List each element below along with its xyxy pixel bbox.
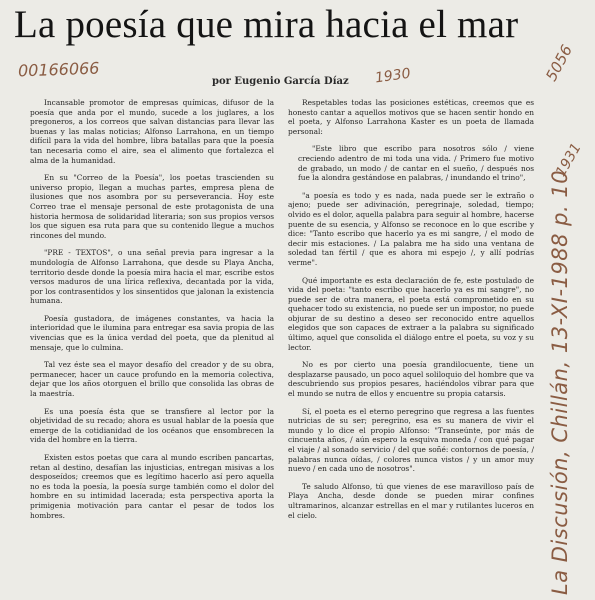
paragraph: Respetables todas las posiciones estéticas, creemos que es honesto cantar a aquellos motivos que se hacen sentir hondo en el poeta, y Alfonso Larrahona Kaster es un poeta de llamada personal: xyxy=(288,98,534,136)
paragraph: Existen estos poetas que cara al mundo escriben pancartas, retan al destino, desafían las injusticias, entregan misivas a los desposeídos; creemos que es legítimo hacerlo así pero aquella no es toda la poesía, la poesía surge también como el dolor del hombre en su intimidad lacerada; esta perspectiva aporta la primigenia motivación para cantar el pesar de todos los hombres. xyxy=(30,453,274,520)
paragraph: Poesía gustadora, de imágenes constantes, va hacia la interioridad que le ilumina para entregar esa savia propia de las vivencias que es la única verdad del poeta, que da plenitud al mensaje, que lo culmina. xyxy=(30,313,274,352)
headline: La poesía que mira hacia el mar xyxy=(14,3,519,46)
handwritten-year-note: 1930 xyxy=(374,65,412,87)
paragraph: Es una poesía ésta que se transfiere al lector por la objetividad de su recado; ahora es usual hablar de la poesía que emerge de la cotidianidad de los océanos que ensombrecen la vida del hombre en la tierra. xyxy=(30,406,274,445)
paragraph: Te saludo Alfonso, tú que vienes de ese maravilloso país de Playa Ancha, desde donde se pueden mirar confines ultramarinos, alcanzar estrellas en el mar y rutilantes luceros en el cielo. xyxy=(288,481,534,520)
paragraph: "a poesía es todo y es nada, nada puede ser le extraño o ajeno; puede ser adivinación, peregrinaje, soledad, tiempo; olvido es el dolor, aquella palabra para seguir al hombre, hacerse puente de su esencia, y Alfonso se reconoce en lo que escribe y dice: "Tanto escribo que hacerlo ya es mi sangre, / el modo de decir mis estaciones. / La palabra me ha sido una ventana de soledad tan fértil / que es ahora mi espejo /, y allí podrías verme". xyxy=(288,190,534,267)
handwritten-code: 00166066 xyxy=(17,58,100,81)
paragraph: No es por cierto una poesía grandilocuente, tiene un desplazarse pausado, un poco aquel soliloquio del hombre que va descubriendo sus propios pesares, haciéndolos vibrar para que el mundo se nutra de ellos y encuentre su propia catarsis. xyxy=(288,360,534,399)
paragraph: En su "Correo de la Poesía", los poetas trascienden su universo propio, llegan a muchas partes, empresa plena de ilusiones que nos asombra por su perseverancia. Hoy este Correo trae el mensaje personal de este protagonista de una historia hermosa de solidaridad literaria; son sus propios versos los que siguen esa ruta para que su contenido llegue a muchos rincones del mundo. xyxy=(30,173,274,240)
quoted-verse: "Este libro que escribo para nosotros sólo / viene creciendo adentro de mi toda una vida. / Primero fue motivo de grabado, un modo / de cantar en el sueño, / después nos fue la alondra gestándose en palabras, / inundando el trino", xyxy=(298,144,534,183)
paragraph: Sí, el poeta es el eterno peregrino que regresa a las fuentes nutricias de su ser; peregrino, esa es su manera de vivir el mundo y lo dice el propio Alfonso: "Transeúnte, por más de cincuenta años, / aún espero la esquiva moneda / con qué pagar el viaje / al sonado servicio / del que soñé: contornos de poesía, / palabras nunca oídas, / colores nunca vistos / y un amor muy nuevo / en cada uno de nosotros". xyxy=(288,406,534,474)
handwritten-year-note-2: 1931 xyxy=(552,140,585,180)
paragraph: Incansable promotor de empresas químicas, difusor de la poesía que anda por el mundo, sucede a los juglares, a los pregoneros, a los correos que salvan distancias para llevar las buenas y las malas noticias; Alfonso Larrahona, en un tiempo difícil para la vida del hombre, libra batallas para que la poesía tan necesaria como el aire, sea el alimento que fortalezca el alma de la humanidad. xyxy=(30,98,274,165)
byline: por Eugenio García Díaz xyxy=(212,76,349,87)
paragraph: "PRE - TEXTOS", o una señal previa para ingresar a la mundología de Alfonso Larrahona, que desde su Playa Ancha, territorio desde donde la poesía mira hacia el mar, escribe estos versos maduros de una lírica reflexiva, decantada por la vida, por los contrasentidos y los sinsentidos que jalonan la existencia humana. xyxy=(30,248,274,306)
paragraph: Tal vez éste sea el mayor desafío del creador y de su obra, permanecer, hacer un cauce profundo en la memoria colectiva, dejar que los años otorguen el brillo que consolida las obras de la maestría. xyxy=(30,360,274,399)
paragraph: Qué importante es esta declaración de fe, este postulado de vida del poeta: "tanto escribo que hacerlo ya es mi sangre", no puede ser de otra manera, el poeta está comprometido en su quehacer todo su existencia, no puede ser un impostor, no puede objurar de su destino a deseo ser reconocido entre aquellos elegidos que son capaces de extraer a la palabra su significado último, aquel que consolida el diálogo entre el poeta, su voz y su lector. xyxy=(288,275,534,352)
article-left-column xyxy=(30,98,274,528)
handwritten-source-note: La Discusión, Chillán, 13-XI-1988 p. 10 xyxy=(548,169,572,595)
handwritten-number: 5056 xyxy=(542,41,577,85)
article-right-column xyxy=(288,98,534,528)
